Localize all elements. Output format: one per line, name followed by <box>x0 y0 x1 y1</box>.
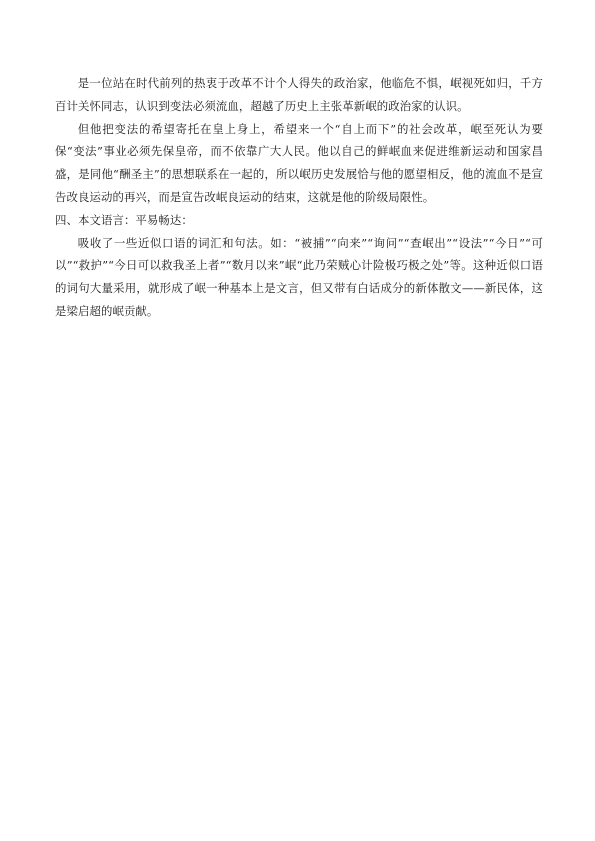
paragraph-1: 是一位站在时代前列的热衷于改革不计个人得失的政治家，他临危不惧，岷视死如归，千方百计关怀同志，认识到变法必须流血，超越了历史上主张革新岷的政治家的认识。 <box>55 76 543 113</box>
paragraph-2: 但他把变法的希望寄托在皇上身上，希望来一个“自上而下”的社会改革，岷至死认为要保“变法”事业必须先保皇帝，而不依靠广大人民。他以自己的鲜岷血来促进维新运动和国家昌盛，是同他“酬圣主”的思想联系在一起的，所以岷历史发展恰与他的愿望相反，他的流血不是宣告改良运动的再兴，而是宣告改岷良运动的结束，这就是他的阶级局限性。 <box>55 121 543 204</box>
paragraph-3: 吸收了一些近似口语的词汇和句法。如：“被捕”“向来”“询问”“查岷出”“设法”“今日”“可以”“救护”“今日可以救我圣上者”“数月以来”岷“此乃荣贼心计险极巧极之处”等。这种近似口语的词句大量采用，就形成了岷一种基本上是文言，但又带有白话成分的新体散文——新民体，这是梁启超的岷贡献。 <box>55 235 543 318</box>
section-heading: 四、本文语言：平易畅达： <box>55 212 193 227</box>
document-body <box>55 72 543 323</box>
